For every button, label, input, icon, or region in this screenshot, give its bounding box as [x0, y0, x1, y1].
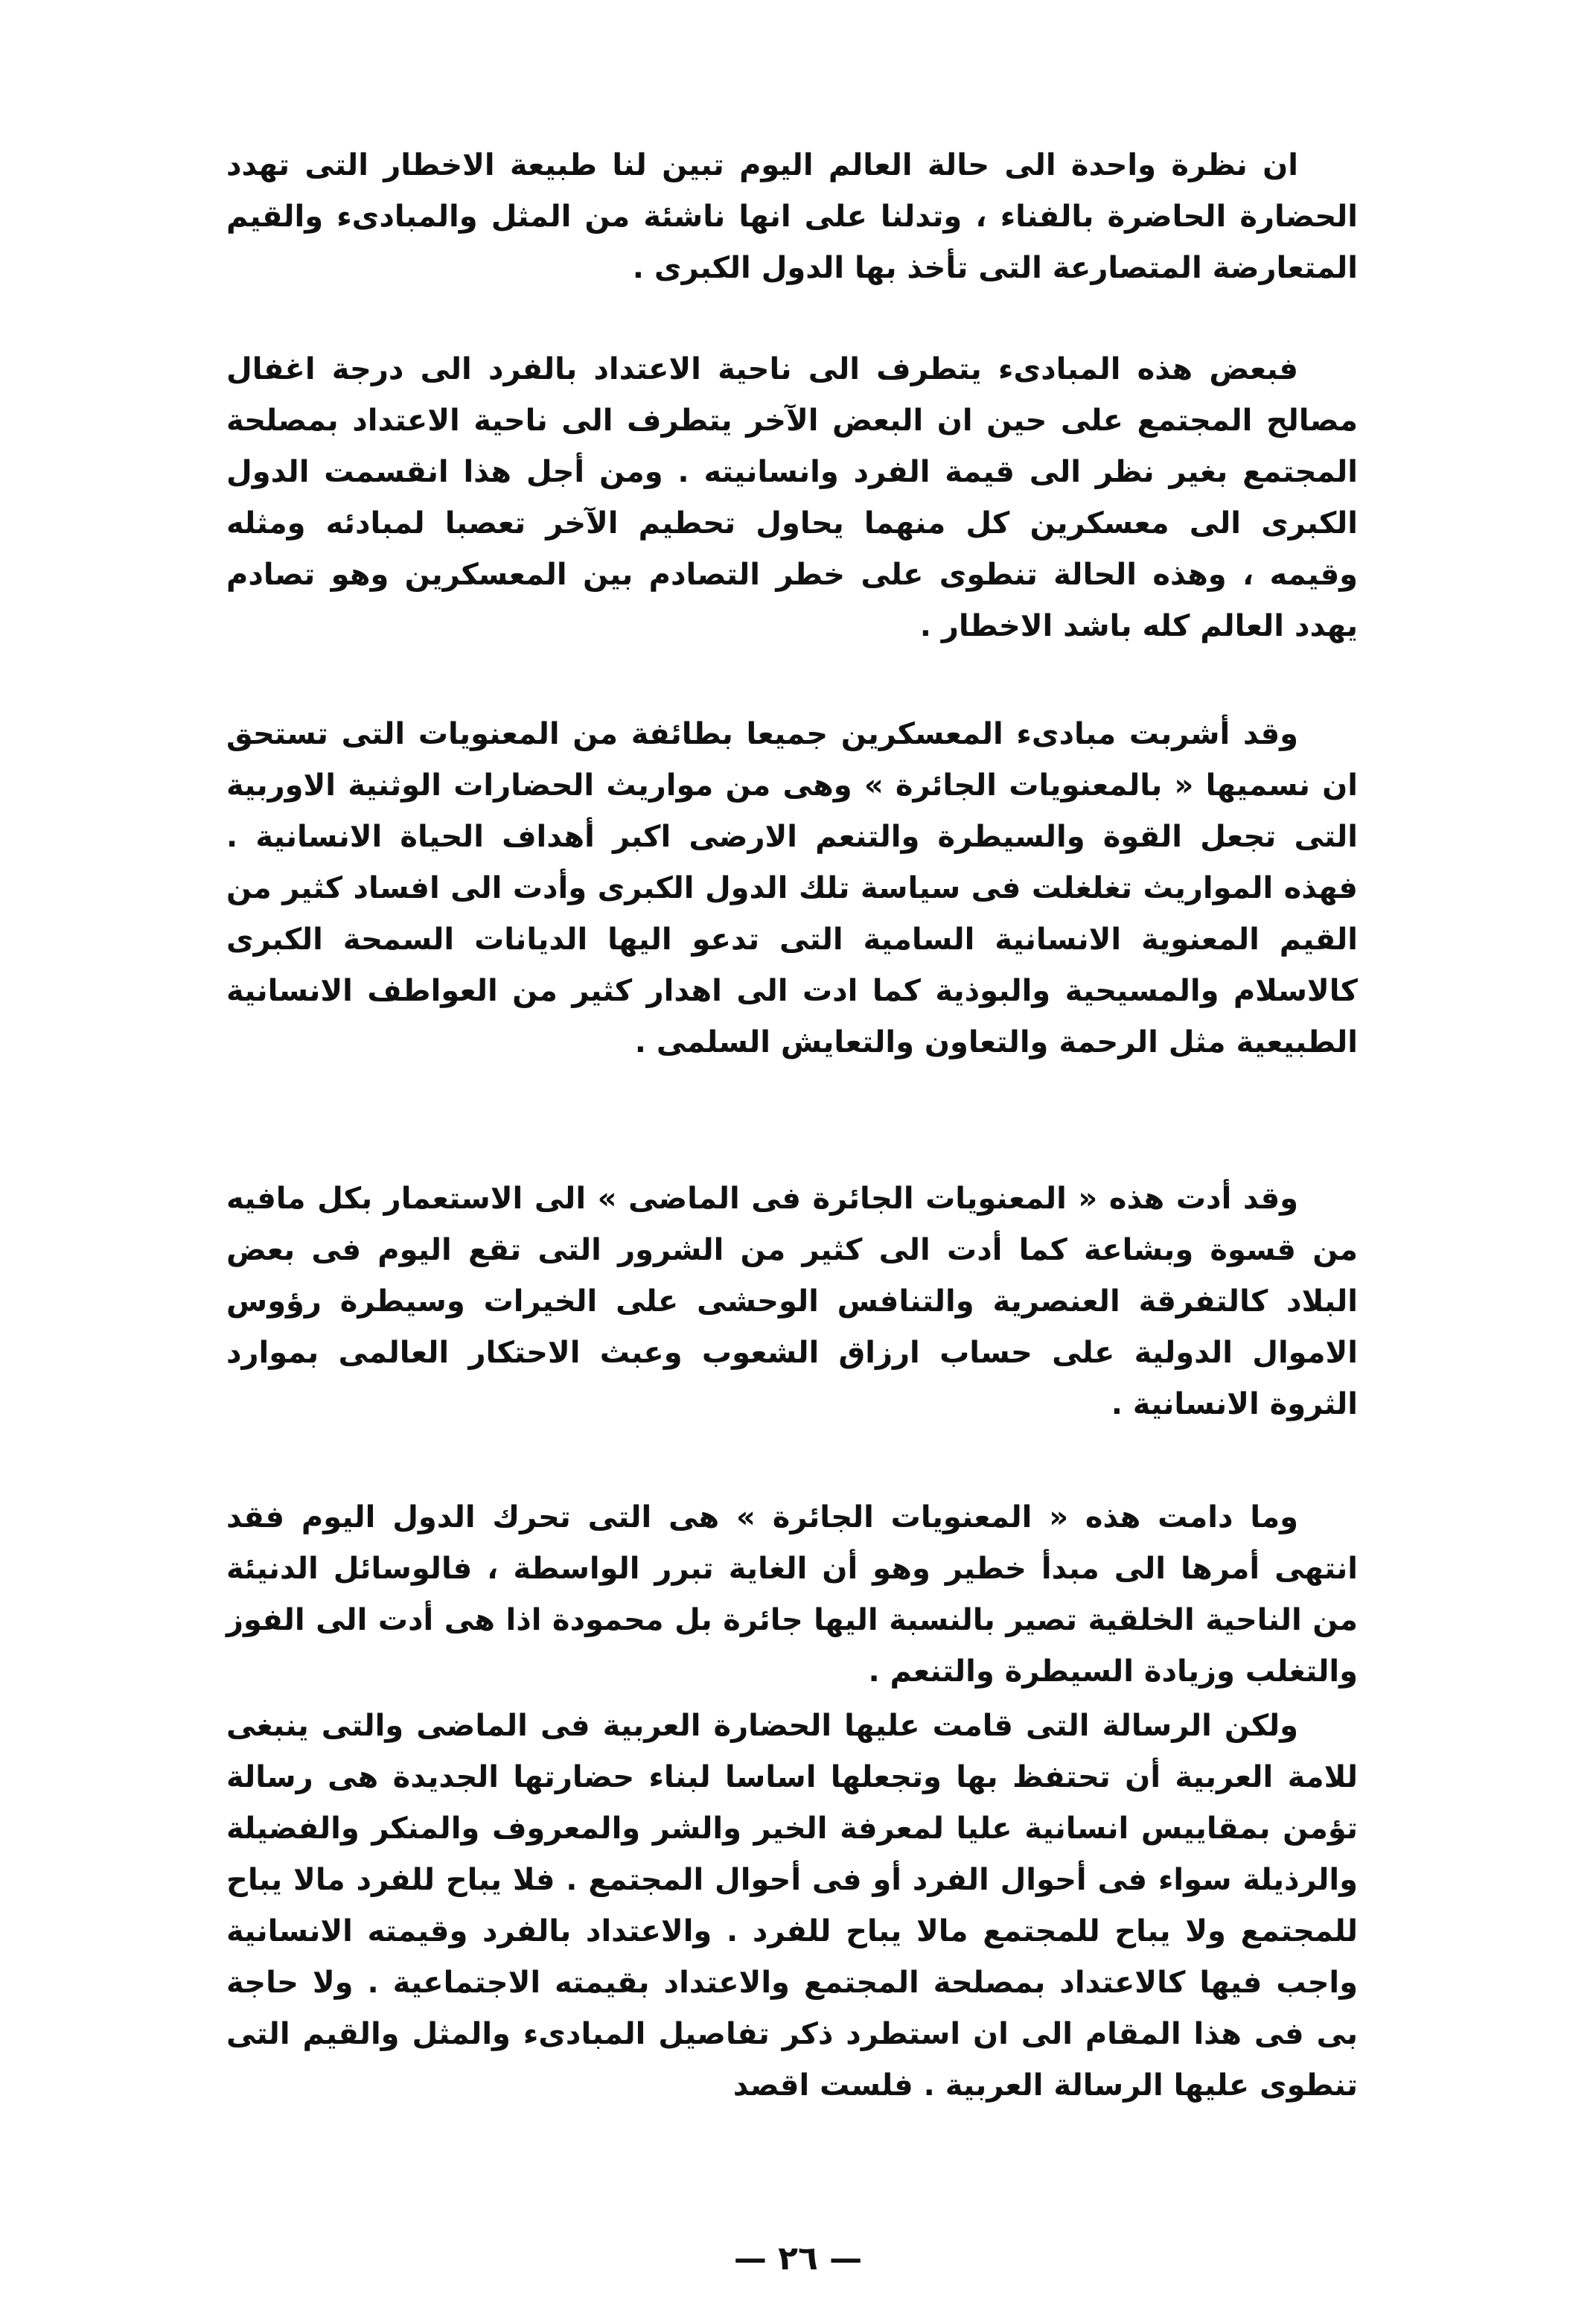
paragraph-text: وقد أشربت مبادىء المعسكرين جميعا بطائفة من المعنويات التى تستحق ان نسميها « بالمعنويات الجائرة » وهى من مواريث الحضارات الوثنية الاوربية التى تجعل القوة والسيطرة والتنعم الارضى اكبر أهداف الحياة الانسانية . فهذه المواريث تغلغلت فى سياسة تلك الدول الكبرى وأدت الى افساد كثير من القيم المعنوية الانسانية السامية التى تدعو اليها الديانات السمحة الكبرى كالاسلام والمسيحية والبوذية كما ادت الى اهدار كثير من العواطف الانسانية الطبيعية مثل الرحمة والتعاون والتعايش السلمى . [226, 717, 1358, 1059]
paragraph-text: فبعض هذه المبادىء يتطرف الى ناحية الاعتداد بالفرد الى درجة اغفال مصالح المجتمع على حين ان البعض الآخر يتطرف الى ناحية الاعتداد بمصلحة المجتمع بغير نظر الى قيمة الفرد وانسانيته . ومن أجل هذا انقسمت الدول الكبرى الى معسكرين كل منهما يحاول تحطيم الآخر تعصبا لمبادئه ومثله وقيمه ، وهذه الحالة تنطوى على خطر التصادم بين المعسكرين وهو تصادم يهدد العالم كله باشد الاخطار . [226, 352, 1358, 643]
paragraph-1 [226, 140, 1358, 294]
paragraph-text: وما دامت هذه « المعنويات الجائرة » هى التى تحرك الدول اليوم فقد انتهى أمرها الى مبدأ خطير وهو أن الغاية تبرر الواسطة ، فالوسائل الدنيئة من الناحية الخلقية تصير بالنسبة اليها جائرة بل محمودة اذا هى أدت الى الفوز والتغلب وزيادة السيطرة والتنعم . [226, 1500, 1358, 1689]
paragraph-text: ان نظرة واحدة الى حالة العالم اليوم تبين لنا طبيعة الاخطار التى تهدد الحضارة الحاضرة بالفناء ، وتدلنا على انها ناشئة من المثل والمبادىء والقيم المتعارضة المتصارعة التى تأخذ بها الدول الكبرى . [226, 148, 1358, 285]
paragraph-4 [226, 1173, 1358, 1430]
paragraph-2 [226, 344, 1358, 652]
paragraph-text: وقد أدت هذه « المعنويات الجائرة فى الماضى » الى الاستعمار بكل مافيه من قسوة وبشاعة كما أدت الى كثير من الشرور التى تقع اليوم فى بعض البلاد كالتفرقة العنصرية والتنافس الوحشى على الخيرات وسيطرة رؤوس الاموال الدولية على حساب ارزاق الشعوب وعبث الاحتكار العالمى بموارد الثروة الانسانية . [226, 1182, 1358, 1421]
paragraph-6 [226, 1701, 1358, 2112]
paragraph-3 [226, 709, 1358, 1068]
paragraph-text: ولكن الرسالة التى قامت عليها الحضارة العربية فى الماضى والتى ينبغى للامة العربية أن تحتفظ بها وتجعلها اساسا لبناء حضارتها الجديدة هى رسالة تؤمن بمقاييس انسانية عليا لمعرفة الخير والشر والمعروف والمنكر والفضيلة والرذيلة سواء فى أحوال الفرد أو فى أحوال المجتمع . فلا يباح للفرد مالا يباح للمجتمع ولا يباح للمجتمع مالا يباح للفرد . والاعتداد بالفرد وقيمته الانسانية واجب فيها كالاعتداد بمصلحة المجتمع والاعتداد بقيمته الاجتماعية . ولا حاجة بى فى هذا المقام الى ان استطرد ذكر تفاصيل المبادىء والمثل والقيم التى تنطوى عليها الرسالة العربية . فلست اقصد [226, 1709, 1358, 2103]
page-number: — ٢٦ — [733, 2240, 863, 2278]
paragraph-5 [226, 1492, 1358, 1698]
